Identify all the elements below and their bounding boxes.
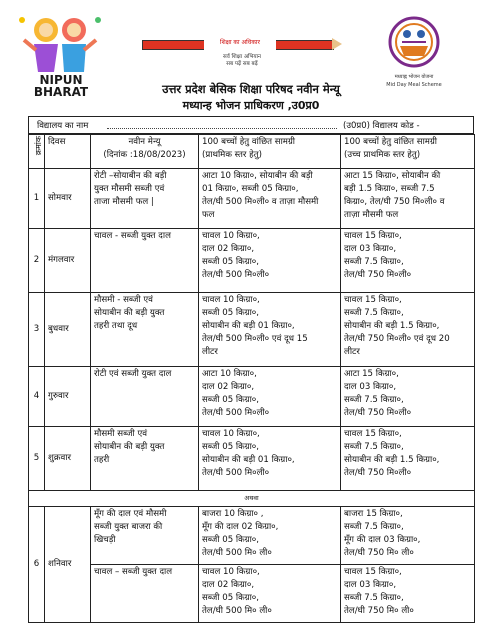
header-upper xyxy=(341,135,475,169)
row-upper-line: तेल/घी 750 मि०ली० एवं दूध 20 xyxy=(344,334,450,344)
mid-day-meal-emblem-icon xyxy=(378,14,450,72)
row-primary-line: तेल/घी 500 मि०ली० एवं दूध 15 xyxy=(202,334,308,344)
row-upper xyxy=(341,229,475,293)
row-menu-line: तहरी xyxy=(94,455,110,465)
row-day xyxy=(45,427,91,491)
row-primary-line: आटा 10 किग्रा०, xyxy=(202,369,257,379)
mid-day-meal-logo xyxy=(378,14,450,92)
row-sr-text: 5 xyxy=(33,453,40,463)
row-upper-line: तेल/घी 750 मि० ली० xyxy=(344,548,414,558)
menu-table xyxy=(28,134,475,623)
row-primary-line: तेल/घी 500 मि०ली० xyxy=(202,408,270,418)
header-day: दिवस xyxy=(45,135,91,169)
row-menu xyxy=(91,507,199,565)
school-name-label: विद्यालय का नाम xyxy=(37,121,89,131)
row-primary-line: मूँग की दाल 02 किग्रा०, xyxy=(202,522,279,532)
row-primary-line: सब्जी 05 किग्रा०, xyxy=(202,257,259,267)
row-primary-line: सब्जी 05 किग्रा०, xyxy=(202,535,259,545)
row-sr xyxy=(29,367,45,427)
document-subtitle: मध्यान्ह भोजन प्राधिकरण ,उ0प्र0 xyxy=(182,99,320,112)
row-upper-line: बड़ी 1.5 किग्रा०, सब्जी 7.5 xyxy=(344,184,435,194)
row-upper-line: तेल/घी 750 मि०ली० xyxy=(344,270,412,280)
row-primary-line: सब्जी 05 किग्रा०, xyxy=(202,308,259,318)
row-sr xyxy=(29,427,45,491)
row-upper-line: सब्जी 7.5 किग्रा०, xyxy=(344,442,404,452)
row-day-text: बुधवार xyxy=(48,324,69,334)
row-upper-line: सब्जी 7.5 किग्रा०, xyxy=(344,257,404,267)
mdm-caption-english: Mid Day Meal Scheme xyxy=(386,82,442,88)
row-upper-line: सब्जी 7.5 किग्रा०, xyxy=(344,308,404,318)
pencil-logo-sub1: सर्व शिक्षा अभियान xyxy=(223,54,261,60)
row-primary-line: आटा 10 किग्रा०, सोयाबीन की बड़ी xyxy=(202,171,313,181)
row-primary xyxy=(199,367,341,427)
row-primary-line: 01 किग्रा०, सब्जी 05 किग्रा०, xyxy=(202,184,299,194)
row-upper-line: किग्रा०, तेल/घी 750 मि०ली० व xyxy=(344,197,445,207)
alternative-separator-row xyxy=(29,491,475,507)
row-primary xyxy=(199,507,341,565)
table-row xyxy=(29,367,475,427)
table-row xyxy=(29,565,475,623)
nipun-bharat-text: NIPUN BHARAT xyxy=(33,73,89,99)
header-menu-line1: नवीन मेन्यू xyxy=(128,137,161,147)
header-sr xyxy=(29,135,45,169)
row-sr xyxy=(29,293,45,367)
table-row xyxy=(29,169,475,229)
row-upper-line: दाल 03 किग्रा०, xyxy=(344,382,397,392)
row-day-text: मंगलवार xyxy=(48,255,75,265)
row-primary-line: चावल 10 किग्रा०, xyxy=(202,295,260,305)
row-upper-line: आटा 15 किग्रा०, xyxy=(344,369,399,379)
row-upper xyxy=(341,169,475,229)
row-primary-line: बाजरा 10 किग्रा० , xyxy=(202,509,264,519)
row-sr xyxy=(29,229,45,293)
header-primary-line1: 100 बच्चों हेतु वांछित सामग्री xyxy=(202,137,296,147)
pencil-logo-sub2: सब पढ़ें सब बढ़ें xyxy=(226,61,258,67)
document-title: उत्तर प्रदेश बेसिक शिक्षा परिषद नवीन मेन्यू xyxy=(162,82,340,96)
header-sr-text: क्रमांक xyxy=(34,136,43,156)
row-day-text: सोमवार xyxy=(48,193,72,203)
row-upper-line: चावल 15 किग्रा०, xyxy=(344,429,402,439)
row-upper-line: चावल 15 किग्रा०, xyxy=(344,295,402,305)
row-menu-line: रोटी एवं सब्जी युक्त दाल xyxy=(94,369,172,379)
row-day xyxy=(45,507,91,623)
row-menu-line: मूँग की दाल एवं मौसमी xyxy=(94,509,167,519)
row-upper xyxy=(341,565,475,623)
row-upper-line: सोयाबीन की बड़ी 1.5 किग्रा०, xyxy=(344,455,440,465)
row-sr-text: 1 xyxy=(33,193,40,203)
pencil-logo-label: शिक्षा का अधिकार xyxy=(204,36,276,50)
header-primary xyxy=(199,135,341,169)
row-menu-line: ताजा मौसमी फल | xyxy=(94,197,154,207)
row-day-text: गुरुवार xyxy=(48,391,69,401)
row-primary xyxy=(199,169,341,229)
row-menu-line: मौसमी सब्जी एवं xyxy=(94,429,148,439)
row-primary-line: तेल/घी 500 मि०ली० व ताज़ा मौसमी xyxy=(202,197,319,207)
table-body xyxy=(29,169,475,623)
row-day xyxy=(45,293,91,367)
table-row xyxy=(29,427,475,491)
row-menu xyxy=(91,565,199,623)
school-name-field[interactable] xyxy=(107,122,337,129)
row-sr-text: 3 xyxy=(33,324,40,334)
row-menu-line: चावल - सब्जी युक्त दाल xyxy=(94,231,171,241)
row-primary-line: सोयाबीन की बड़ी 01 किग्रा०, xyxy=(202,455,295,465)
row-day xyxy=(45,169,91,229)
school-info-row xyxy=(28,116,474,134)
row-primary-line: तेल/घी 500 मि०ली० xyxy=(202,270,270,280)
table-row xyxy=(29,293,475,367)
row-primary xyxy=(199,565,341,623)
row-upper-line: लीटर xyxy=(344,347,360,357)
row-upper-line: सोयाबीन की बड़ी 1.5 किग्रा०, xyxy=(344,321,440,331)
row-menu xyxy=(91,367,199,427)
row-menu-line: चावल – सब्जी युक्त दाल xyxy=(94,567,173,577)
header-menu xyxy=(91,135,199,169)
row-primary-line: दाल 02 किग्रा०, xyxy=(202,580,255,590)
row-menu-line: मौसमी - सब्जी एवं xyxy=(94,295,153,305)
row-menu xyxy=(91,229,199,293)
row-upper-line: सब्जी 7.5 किग्रा०, xyxy=(344,395,404,405)
row-primary-line: तेल/घी 500 मि० ली० xyxy=(202,606,272,616)
row-sr-text: 2 xyxy=(33,255,40,265)
header-primary-line2: (प्राथमिक स्तर हेतु) xyxy=(202,150,262,160)
row-primary-line: लीटर xyxy=(202,347,218,357)
row-primary-line: सब्जी 05 किग्रा०, xyxy=(202,442,259,452)
row-upper-line: मूँग की दाल 03 किग्रा०, xyxy=(344,535,421,545)
header-menu-line2: (दिनांक :18/08/2023) xyxy=(103,150,186,160)
row-upper-line: तेल/घी 750 मि०ली० xyxy=(344,468,412,478)
row-upper-line: ताज़ा मौसमी फल xyxy=(344,210,399,220)
row-menu-line: खिचड़ी xyxy=(94,535,116,545)
row-primary-line: तेल/घी 500 मि० ली० xyxy=(202,548,272,558)
row-upper-line: बाजरा 15 किग्रा०, xyxy=(344,509,403,519)
row-primary xyxy=(199,293,341,367)
row-primary-line: दाल 02 किग्रा०, xyxy=(202,382,255,392)
row-day-text: शनिवार xyxy=(48,559,72,569)
nipun-bharat-logo xyxy=(14,10,106,108)
header-upper-line1: 100 बच्चों हेतु वांछित सामग्री xyxy=(344,137,438,147)
row-upper-line: तेल/घी 750 मि० ली० xyxy=(344,606,414,616)
school-code-label: (उ0प्र0) विद्यालय कोड - xyxy=(343,121,420,131)
row-menu-line: युक्त मौसमी सब्जी एवं xyxy=(94,184,165,194)
document-header xyxy=(0,0,486,112)
row-primary-line: सोयाबीन की बड़ी 01 किग्रा०, xyxy=(202,321,295,331)
table-row xyxy=(29,229,475,293)
row-primary-line: सब्जी 05 किग्रा०, xyxy=(202,593,259,603)
row-upper xyxy=(341,367,475,427)
row-menu xyxy=(91,293,199,367)
row-primary-line: दाल 02 किग्रा०, xyxy=(202,244,255,254)
row-primary-line: सब्जी 05 किग्रा०, xyxy=(202,395,259,405)
pencil-tip-icon xyxy=(332,38,342,50)
row-day-text: शुक्रवार xyxy=(48,453,71,463)
row-sr xyxy=(29,507,45,623)
sarva-shiksha-logo xyxy=(142,30,338,70)
row-sr xyxy=(29,169,45,229)
row-upper xyxy=(341,507,475,565)
alternative-label: अथवा xyxy=(29,491,475,507)
row-primary-line: चावल 10 किग्रा०, xyxy=(202,429,260,439)
header-upper-line2: (उच्च प्राथमिक स्तर हेतु) xyxy=(344,150,421,160)
mdm-caption-hindi: मध्याह्न भोजन योजना xyxy=(394,74,434,80)
row-upper-line: चावल 15 किग्रा०, xyxy=(344,231,402,241)
row-menu-line: तहरी तथा दूध xyxy=(94,321,138,331)
row-menu xyxy=(91,169,199,229)
row-primary-line: चावल 10 किग्रा०, xyxy=(202,231,260,241)
row-upper-line: चावल 15 किग्रा०, xyxy=(344,567,402,577)
row-primary xyxy=(199,427,341,491)
row-menu-line: सब्जी युक्त बाजरा की xyxy=(94,522,163,532)
row-primary-line: चावल 10 किग्रा०, xyxy=(202,567,260,577)
row-upper-line: तेल/घी 750 मि०ली० xyxy=(344,408,412,418)
row-primary xyxy=(199,229,341,293)
row-primary-line: तेल/घी 500 मि०ली० xyxy=(202,468,270,478)
row-menu-line: सोयाबीन की बड़ी युक्त xyxy=(94,442,165,452)
row-upper xyxy=(341,427,475,491)
pencil-logo-subtitle xyxy=(182,54,302,68)
row-upper-line: सब्जी 7.5 किग्रा०, xyxy=(344,522,404,532)
row-sr-text: 4 xyxy=(33,391,40,401)
table-row xyxy=(29,507,475,565)
row-sr-text: 6 xyxy=(33,559,40,569)
row-menu-line: सोयाबीन की बड़ी युक्त xyxy=(94,308,165,318)
row-menu-line: रोटी –सोयाबीन की बड़ी xyxy=(94,171,167,181)
row-upper-line: दाल 03 किग्रा०, xyxy=(344,580,397,590)
row-primary-line: फल xyxy=(202,210,215,220)
table-header-row xyxy=(29,135,475,169)
row-upper-line: दाल 03 किग्रा०, xyxy=(344,244,397,254)
row-upper-line: आटा 15 किग्रा०, सोयाबीन की xyxy=(344,171,441,181)
row-upper-line: सब्जी 7.5 किग्रा०, xyxy=(344,593,404,603)
row-day xyxy=(45,367,91,427)
row-upper xyxy=(341,293,475,367)
children-illustration-icon xyxy=(14,10,106,74)
row-menu xyxy=(91,427,199,491)
row-day xyxy=(45,229,91,293)
